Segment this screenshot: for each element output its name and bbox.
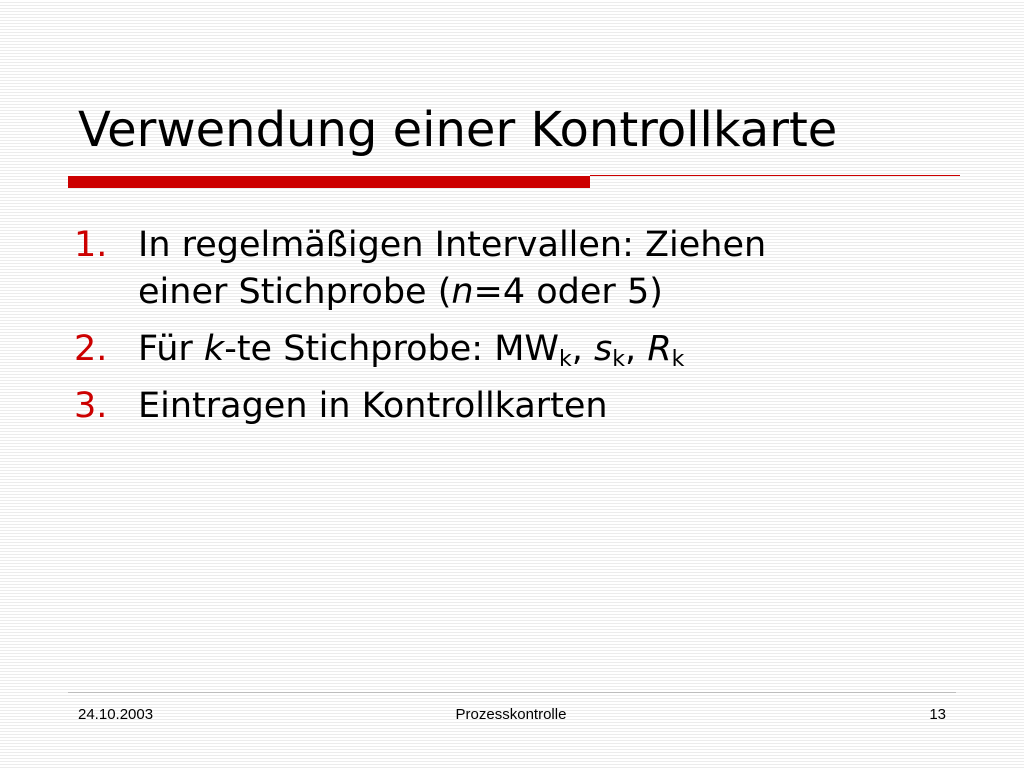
item-1-line-2-suffix: =4 oder 5) <box>473 272 663 312</box>
item-1-line-1: In regelmäßigen Intervallen: Ziehen <box>138 225 767 265</box>
slide-title: Verwendung einer Kontrollkarte <box>78 102 838 158</box>
footer-title-text: Prozesskontrolle <box>455 706 567 723</box>
subscript-k: k <box>559 347 572 372</box>
list-number: 2. <box>74 329 108 369</box>
title-underline-thick <box>68 176 590 188</box>
page-number: 13 <box>929 706 946 723</box>
list-item-text <box>138 222 954 316</box>
item-2-comma: , <box>625 329 648 369</box>
variable-n: n <box>451 272 474 312</box>
title-underline-thin <box>590 175 960 176</box>
bullet-list <box>74 222 954 440</box>
list-number: 1. <box>74 225 108 265</box>
footer-divider <box>68 692 956 693</box>
list-item-1 <box>74 222 954 316</box>
item-2-prefix: Für <box>138 329 204 369</box>
list-item-text <box>138 326 954 373</box>
variable-r: R <box>647 329 672 369</box>
footer-date: 24.10.2003 <box>78 706 154 723</box>
list-number: 3. <box>74 386 108 426</box>
subscript-k: k <box>612 347 626 372</box>
item-2-middle: -te Stichprobe: MW <box>224 329 560 369</box>
variable-k: k <box>203 329 225 369</box>
list-item-2 <box>74 326 954 373</box>
item-2-comma: , <box>571 329 595 369</box>
item-1-line-2-prefix: einer Stichprobe ( <box>138 272 452 312</box>
subscript-k: k <box>671 347 685 372</box>
list-item-text: Eintragen in Kontrollkarten <box>138 386 608 426</box>
list-item-3 <box>74 383 954 430</box>
variable-s: s <box>594 329 613 369</box>
footer-title <box>0 706 1024 724</box>
